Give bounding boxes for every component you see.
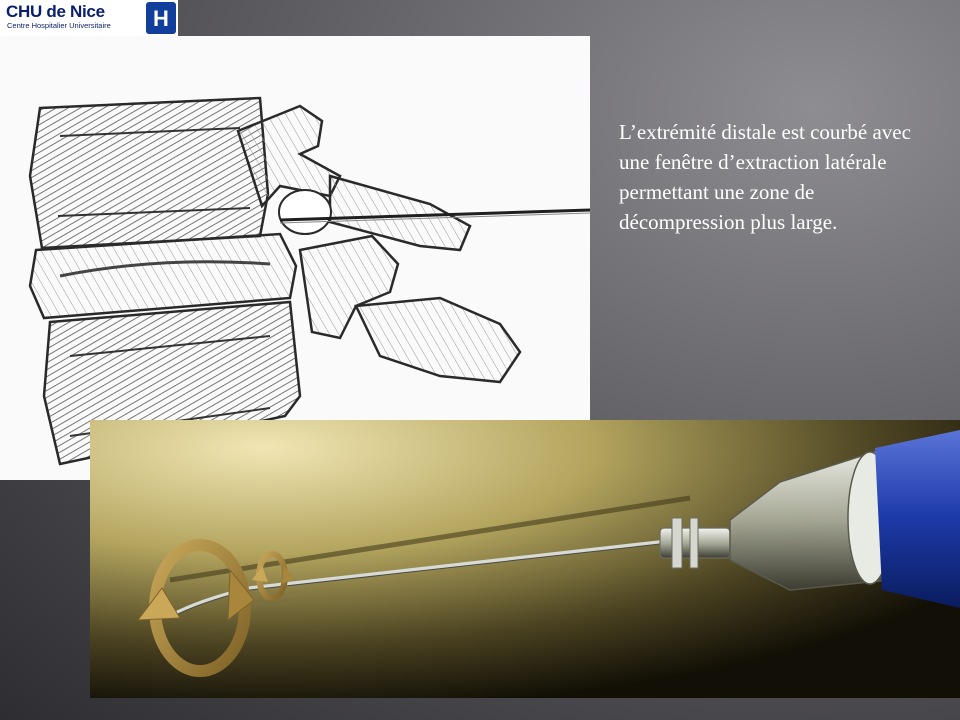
needle-illustration [90,420,960,698]
chu-nice-logo [0,0,178,36]
spine-drawing [0,36,590,480]
logo-name: CHU de Nice [6,2,105,21]
badge-letter: H [153,6,169,31]
needle-photo [90,420,960,698]
slide-caption: L’extrémité distale est courbé avec une fenêtre d’extraction latérale permettant une zone de décompression plus large. [619,120,911,234]
hospital-badge-icon [146,2,176,34]
spine-illustration [0,36,590,480]
logo-subtitle: Centre Hospitalier Universitaire [7,21,111,30]
